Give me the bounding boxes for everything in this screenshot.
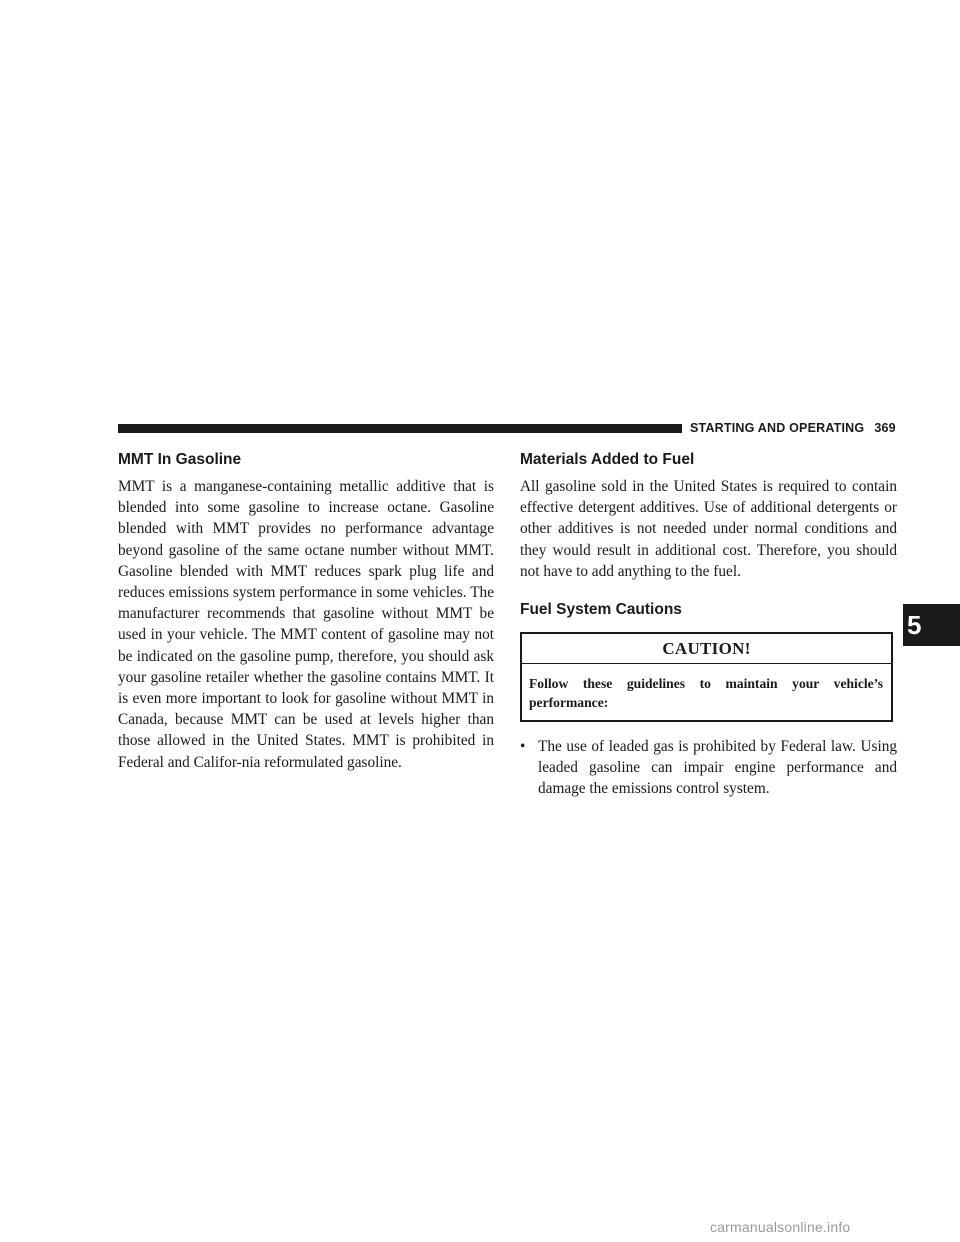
heading-mmt: MMT In Gasoline [118, 451, 242, 468]
paragraph-mmt: MMT is a manganese-containing metallic additive that is blended into some gasoline to increase octane. Gasoline blended with MMT provides no performance advantage beyond gasoline of the same octane number without MMT. Gasoline blended with MMT reduces spark plug life and reduces emissions system performance in some vehicles. The manufacturer recommends that gasoline without MMT be used in your vehicle. The MMT content of gasoline may not be indicated on the gasoline pump, therefore, you should ask your gasoline retailer whether the gasoline contains MMT. It is even more important to look for gasoline without MMT in Canada, because MMT can be used at levels higher than those allowed in the United States. MMT is prohibited in Federal and Califor-nia reformulated gasoline. [118, 478, 494, 771]
heading-fuel-cautions: Fuel System Cautions [520, 601, 682, 619]
caution-bullet-list [520, 736, 897, 800]
left-column [118, 450, 494, 773]
bullet-icon: • [520, 738, 526, 756]
caution-box [520, 632, 893, 722]
bullet-text: The use of leaded gas is prohibited by Federal law. Using leaded gasoline can impair engine performance and damage the emissions control system. [538, 738, 897, 798]
right-column [520, 450, 897, 800]
header-rule [118, 424, 682, 433]
caution-text: Follow these guidelines to maintain your vehicle’s performance: [529, 676, 883, 711]
paragraph-materials: All gasoline sold in the United States is required to contain effective detergent additives. Use of additional detergents or other additives is not needed under normal conditions and they would result in additional cost. Therefore, you should not have to add anything to the fuel. [520, 478, 897, 580]
heading-materials: Materials Added to Fuel [520, 451, 695, 468]
list-item [520, 736, 897, 800]
running-header [690, 421, 900, 435]
page-number: 369 [874, 421, 896, 435]
chapter-tab: 5 [903, 604, 960, 646]
watermark-link[interactable]: carmanualsonline.info [710, 1219, 851, 1235]
section-title: STARTING AND OPERATING [690, 421, 865, 435]
caution-title: CAUTION! [522, 634, 891, 664]
